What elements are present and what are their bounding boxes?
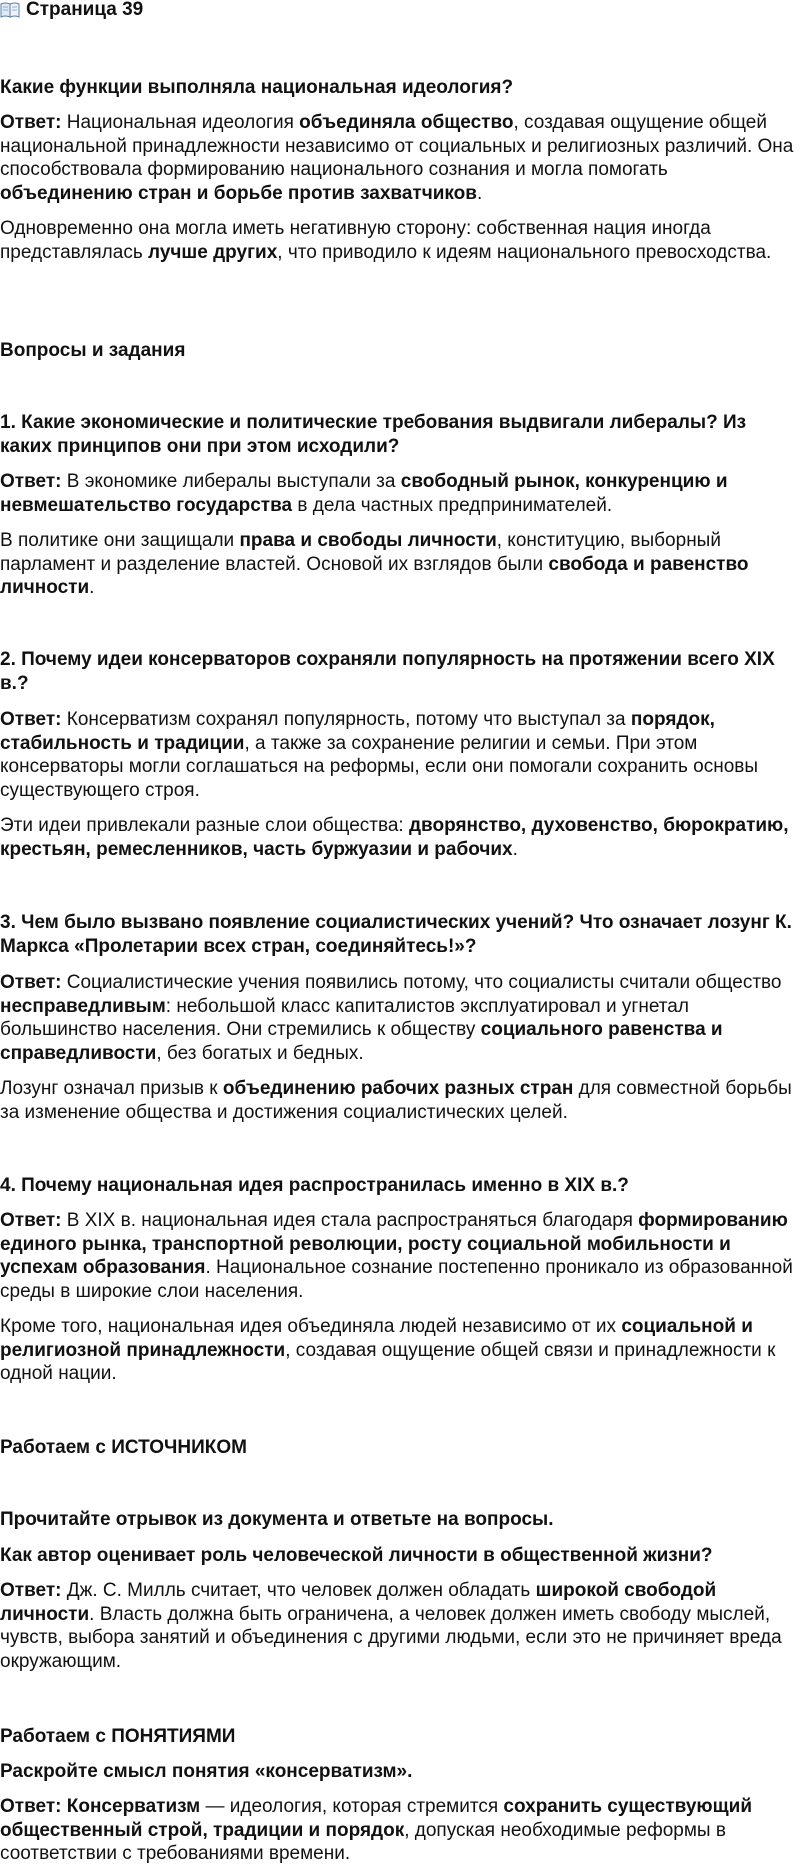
page-header xyxy=(0,0,798,22)
text-run: Одновременно она могла иметь негативную сторону: собственная нация иногда представлялась xyxy=(0,218,711,263)
text-run: Социалистические учения появились потому, что социалисты считали общество xyxy=(61,972,782,993)
open-book-icon xyxy=(0,2,20,18)
section-heading-source: Работаем с ИСТОЧНИКОМ xyxy=(0,1437,247,1458)
concepts-answer xyxy=(0,1795,798,1866)
text-run: . xyxy=(89,577,95,598)
bold-text: социального равенства и справедливости xyxy=(0,1019,723,1064)
bold-text: формированию единого рынка, транспортной революции, росту социальной мобильности и успехам образования xyxy=(0,1210,788,1278)
text-run: , а также за сохранение религии и семьи. При этом консерваторы могли соглашаться на реформы, если они помогали сохранить основы существующего строя. xyxy=(0,732,759,801)
bold-text: порядок, стабильность и традиции xyxy=(0,709,715,754)
text-run: , без богатых и бедных. xyxy=(156,1042,364,1064)
question-4: 4. Почему национальная идея распространилась именно в XIX в.? xyxy=(0,1175,629,1196)
text-run: Кроме того, национальная идея объединяла людей независимо от их xyxy=(0,1316,622,1337)
bold-text: свобода и равенство личности xyxy=(0,553,749,598)
text-run: Консерватизм сохранял популярность, потому что выступал за xyxy=(61,709,631,730)
intro-paragraph-2 xyxy=(0,217,798,264)
bold-text: широкой свободой личности xyxy=(0,1580,717,1625)
bold-text: объединяла общество xyxy=(299,112,514,133)
concepts-task: Раскройте смысл понятия «консерватизм». xyxy=(0,1761,413,1782)
text-run: . Национальное сознание постепенно проникало из образованной среды в широкие слои населения. xyxy=(0,1257,793,1302)
source-task: Прочитайте отрывок из документа и ответьте на вопросы. xyxy=(0,1509,554,1530)
question-3: 3. Чем было вызвано появление социалистических учений? Что означает лозунг К. Маркса «Пролетарии всех стран, соединяйтесь!»? xyxy=(0,912,792,957)
bold-text: Ответ: xyxy=(0,1210,62,1231)
bold-text: сохранить существующий общественный строй, традиции и порядок xyxy=(0,1796,753,1841)
bold-text: объединению стран и борьбе против захватчиков xyxy=(0,182,477,204)
bold-text: Консерватизм xyxy=(66,1796,201,1817)
section-heading-concepts: Работаем с ПОНЯТИЯМИ xyxy=(0,1726,236,1747)
page-title: Страница 39 xyxy=(26,0,144,20)
text-run: , что приводило к идеям национального превосходства. xyxy=(277,241,772,263)
text-run: , допуская необходимые реформы в соответствии с требованиями времени. xyxy=(0,1819,726,1864)
text-run: Эти идеи привлекали разные слои общества: xyxy=(0,815,409,836)
question-4-answer xyxy=(0,1209,798,1303)
bold-text: лучше других xyxy=(148,241,278,263)
answer-label: Ответ: xyxy=(0,112,62,133)
text-run: . xyxy=(476,182,483,204)
source-question: Как автор оценивает роль человеческой личности в общественной жизни? xyxy=(0,1545,713,1566)
bold-text: социальной и религиозной принадлежности xyxy=(0,1316,753,1361)
question-3-paragraph-2 xyxy=(0,1077,798,1124)
question-2-answer xyxy=(0,708,798,802)
text-run: Национальная идеология xyxy=(61,112,300,133)
source-answer xyxy=(0,1579,798,1673)
text-run: , создавая ощущение общей связи и принадлежности к одной нации. xyxy=(0,1339,776,1384)
text-run: , конституцию, выборный парламент и разделение властей. Основой их взглядов были xyxy=(0,530,721,575)
question-2: 2. Почему идеи консерваторов сохраняли популярность на протяжении всего XIX в.? xyxy=(0,649,775,694)
intro-question: Какие функции выполняла национальная идеология? xyxy=(0,77,514,98)
bold-text: свободный рынок, конкуренцию и невмешательство государства xyxy=(0,471,728,516)
bold-text: права и свободы личности xyxy=(239,530,497,551)
text-run: — идеология, которая стремится xyxy=(200,1796,504,1817)
text-run: , создавая ощущение общей национальной принадлежности независимо от социальных и религиозных различий. Она способствовала формированию национального сознания и могла помогать xyxy=(0,112,794,180)
text-run: . Власть должна быть ограничена, а человек должен иметь свободу мыслей, чувств, выбора занятий и объединения с другими людьми, если это не причиняет вреда окружающим. xyxy=(0,1603,782,1672)
text-run: В XIX в. национальная идея стала распространяться благодаря xyxy=(61,1210,639,1231)
bold-text: дворянство, духовенство, бюрократию, крестьян, ремесленников, часть буржуазии и рабочих xyxy=(0,815,789,860)
bold-text: Ответ: xyxy=(0,1796,62,1817)
question-4-paragraph-2 xyxy=(0,1315,798,1386)
question-2-paragraph-2 xyxy=(0,814,798,861)
question-1-answer xyxy=(0,470,798,517)
question-1: 1. Какие экономические и политические требования выдвигали либералы? Из каких принципов они при этом исходили? xyxy=(0,412,747,457)
text-run: в дела частных предпринимателей. xyxy=(292,494,613,516)
text-run: . xyxy=(512,838,518,860)
text-run: : небольшой класс капиталистов эксплуатировал и угнетал большинство населения. Они стремились к обществу xyxy=(0,995,689,1040)
section-heading-questions: Вопросы и задания xyxy=(0,340,186,361)
text-run: Лозунг означал призыв к xyxy=(0,1078,223,1099)
bold-text: Ответ: xyxy=(0,471,62,492)
intro-answer xyxy=(0,111,798,205)
question-3-answer xyxy=(0,971,798,1065)
bold-text: несправедливым xyxy=(0,995,166,1017)
bold-text: Ответ: xyxy=(0,709,62,730)
text-run: Дж. С. Милль считает, что человек должен обладать xyxy=(61,1580,536,1601)
bold-text: объединению рабочих разных стран xyxy=(222,1078,574,1099)
question-1-paragraph-2 xyxy=(0,529,798,600)
bold-text: Ответ: xyxy=(0,972,62,993)
text-run: для совместной борьбы за изменение общества и достижения социалистических целей. xyxy=(0,1078,792,1123)
bold-text: Ответ: xyxy=(0,1580,62,1601)
text-run: В политике они защищали xyxy=(0,530,240,551)
text-run: В экономике либералы выступали за xyxy=(61,471,401,492)
